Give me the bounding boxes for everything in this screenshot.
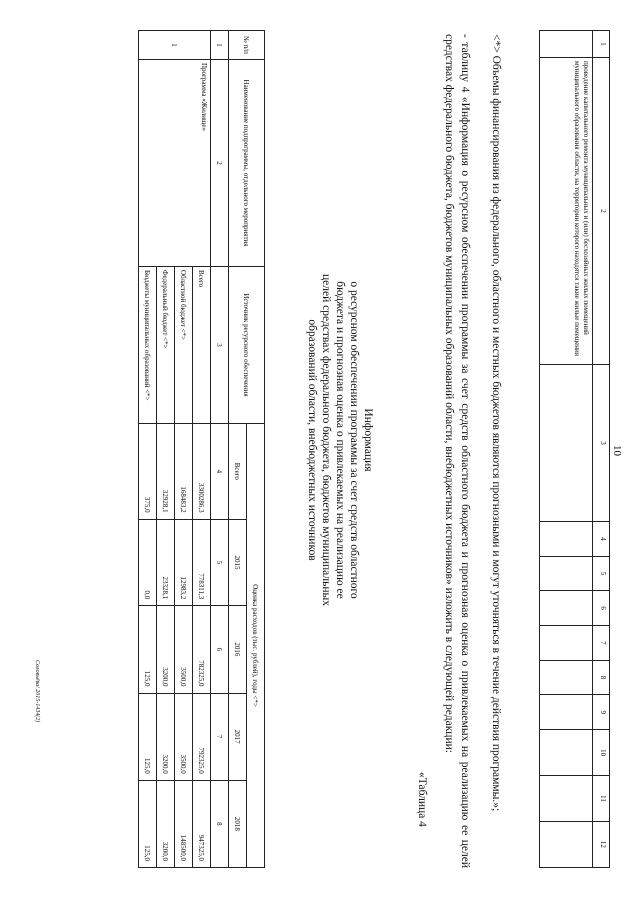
number-cell: 7 bbox=[211, 693, 229, 780]
number-cell: 5 bbox=[211, 519, 229, 606]
top-header-cell: 6 bbox=[593, 591, 610, 626]
row-number: 1 bbox=[139, 31, 211, 60]
title-line: Информация bbox=[362, 408, 374, 472]
empty-cell bbox=[540, 821, 593, 867]
header-row bbox=[247, 31, 265, 868]
number-cell: 2 bbox=[211, 60, 229, 267]
value-cell: 23328,1 bbox=[157, 519, 175, 606]
program-name: Программа «Жилище» bbox=[139, 60, 211, 267]
empty-cell bbox=[540, 730, 593, 776]
value-cell: 792325,0 bbox=[193, 693, 211, 780]
value-cell: 168483,2 bbox=[175, 424, 193, 520]
year-cell: 2015 bbox=[229, 519, 247, 606]
value-cell: 125,0 bbox=[139, 606, 157, 693]
top-header-cell: 3 bbox=[593, 365, 610, 522]
number-cell: 6 bbox=[211, 606, 229, 693]
top-header-cell: 2 bbox=[593, 58, 610, 365]
value-cell: 3200,0 bbox=[157, 606, 175, 693]
year-cell: 2016 bbox=[229, 606, 247, 693]
value-cell: 375,0 bbox=[139, 424, 157, 520]
title-line: бюджета и прогнозная оценка о привлекаемых на реализацию ее bbox=[334, 281, 346, 599]
year-cell: 2018 bbox=[229, 780, 247, 867]
table-row bbox=[193, 31, 211, 868]
top-header-cell: 5 bbox=[593, 556, 610, 591]
title-line: образований области, внебюджетных источников bbox=[306, 319, 318, 561]
year-cell: 2017 bbox=[229, 693, 247, 780]
table-title bbox=[305, 240, 375, 640]
top-table-header-row bbox=[593, 31, 610, 868]
source-cell: Всего bbox=[193, 267, 211, 424]
value-cell: 32928,1 bbox=[157, 424, 175, 520]
repair-text-cell: проведение капитального ремонта муниципальных и (или) бесхозяйных жилых помещений муниципального образования области, на территории которого находятся такие жилые помещения bbox=[540, 58, 593, 365]
top-header-cell: 12 bbox=[593, 821, 610, 867]
number-cell: 4 bbox=[211, 424, 229, 520]
table-label: «Таблица 4 bbox=[416, 772, 428, 827]
top-header-cell: 10 bbox=[593, 730, 610, 776]
value-cell: 3500,0 bbox=[175, 606, 193, 693]
empty-cell bbox=[540, 591, 593, 626]
value-cell: 3500,0 bbox=[175, 693, 193, 780]
value-cell: 12983,2 bbox=[175, 519, 193, 606]
page-number: 10 bbox=[611, 445, 623, 456]
header-source: Источник ресурсного обеспечения bbox=[229, 267, 265, 424]
resource-table bbox=[138, 30, 265, 868]
empty-cell bbox=[540, 660, 593, 695]
footnote-paragraph: <*> Объемы финансирования из федерального, областного и местных бюджетов являются прогнозными и могут уточняться в течение действия программы.»; bbox=[490, 34, 502, 812]
top-header-cell: 7 bbox=[593, 626, 610, 661]
source-cell: Областной бюджет <*> bbox=[175, 267, 193, 424]
amendment-paragraph: - таблицу 4 «Информация о ресурсном обеспечении программы за счет средств областного бюджета и прогнозная оценка о привлекаемых на реализацию ее целей средствах федерального бюджета, бюджетов муниципальных образований области, внебюджетных источников» изложить в следующей редакции: bbox=[443, 34, 471, 868]
title-line: о ресурсном обеспечении программы за счет средств областного bbox=[348, 281, 360, 599]
value-cell: 148500,0 bbox=[175, 780, 193, 867]
empty-cell bbox=[540, 31, 593, 58]
top-header-cell: 9 bbox=[593, 695, 610, 730]
number-cell: 1 bbox=[211, 31, 229, 60]
number-cell: 3 bbox=[211, 267, 229, 424]
value-cell: 778311,3 bbox=[193, 519, 211, 606]
title-line: целей средствах федерального бюджета, бюджетов муниципальных bbox=[320, 274, 332, 606]
header-estimate: Оценка расходов (тыс. рублей), годы <*> bbox=[247, 424, 265, 868]
empty-cell bbox=[540, 695, 593, 730]
source-cell: Федеральный бюджет <*> bbox=[157, 267, 175, 424]
value-cell: 125,0 bbox=[139, 780, 157, 867]
top-header-cell: 8 bbox=[593, 660, 610, 695]
numbering-row bbox=[211, 31, 229, 868]
top-header-cell: 11 bbox=[593, 776, 610, 821]
top-table-row bbox=[540, 31, 593, 868]
value-cell: 125,0 bbox=[139, 693, 157, 780]
empty-cell bbox=[540, 365, 593, 522]
value-cell: 3200,0 bbox=[157, 693, 175, 780]
header-no: № п/п bbox=[229, 31, 265, 60]
value-cell: 0,0 bbox=[139, 519, 157, 606]
value-cell: 3300286,3 bbox=[193, 424, 211, 520]
top-header-cell: 4 bbox=[593, 522, 610, 557]
value-cell: 3200,0 bbox=[157, 780, 175, 867]
empty-cell bbox=[540, 776, 593, 821]
header-name: Наименование подпрограммы, отдельного мероприятия bbox=[229, 60, 265, 267]
source-cell: Бюджеты муниципальных образований <*> bbox=[139, 267, 157, 424]
empty-cell bbox=[540, 556, 593, 591]
empty-cell bbox=[540, 522, 593, 557]
empty-cell bbox=[540, 626, 593, 661]
signature-stamp: Соловьёва/ 2015-1434(2) bbox=[34, 660, 40, 723]
value-cell: 947325,0 bbox=[193, 780, 211, 867]
value-cell: 782325,0 bbox=[193, 606, 211, 693]
top-header-cell: 1 bbox=[593, 31, 610, 58]
year-cell: Всего bbox=[229, 424, 247, 520]
number-cell: 8 bbox=[211, 780, 229, 867]
top-table bbox=[539, 30, 610, 868]
